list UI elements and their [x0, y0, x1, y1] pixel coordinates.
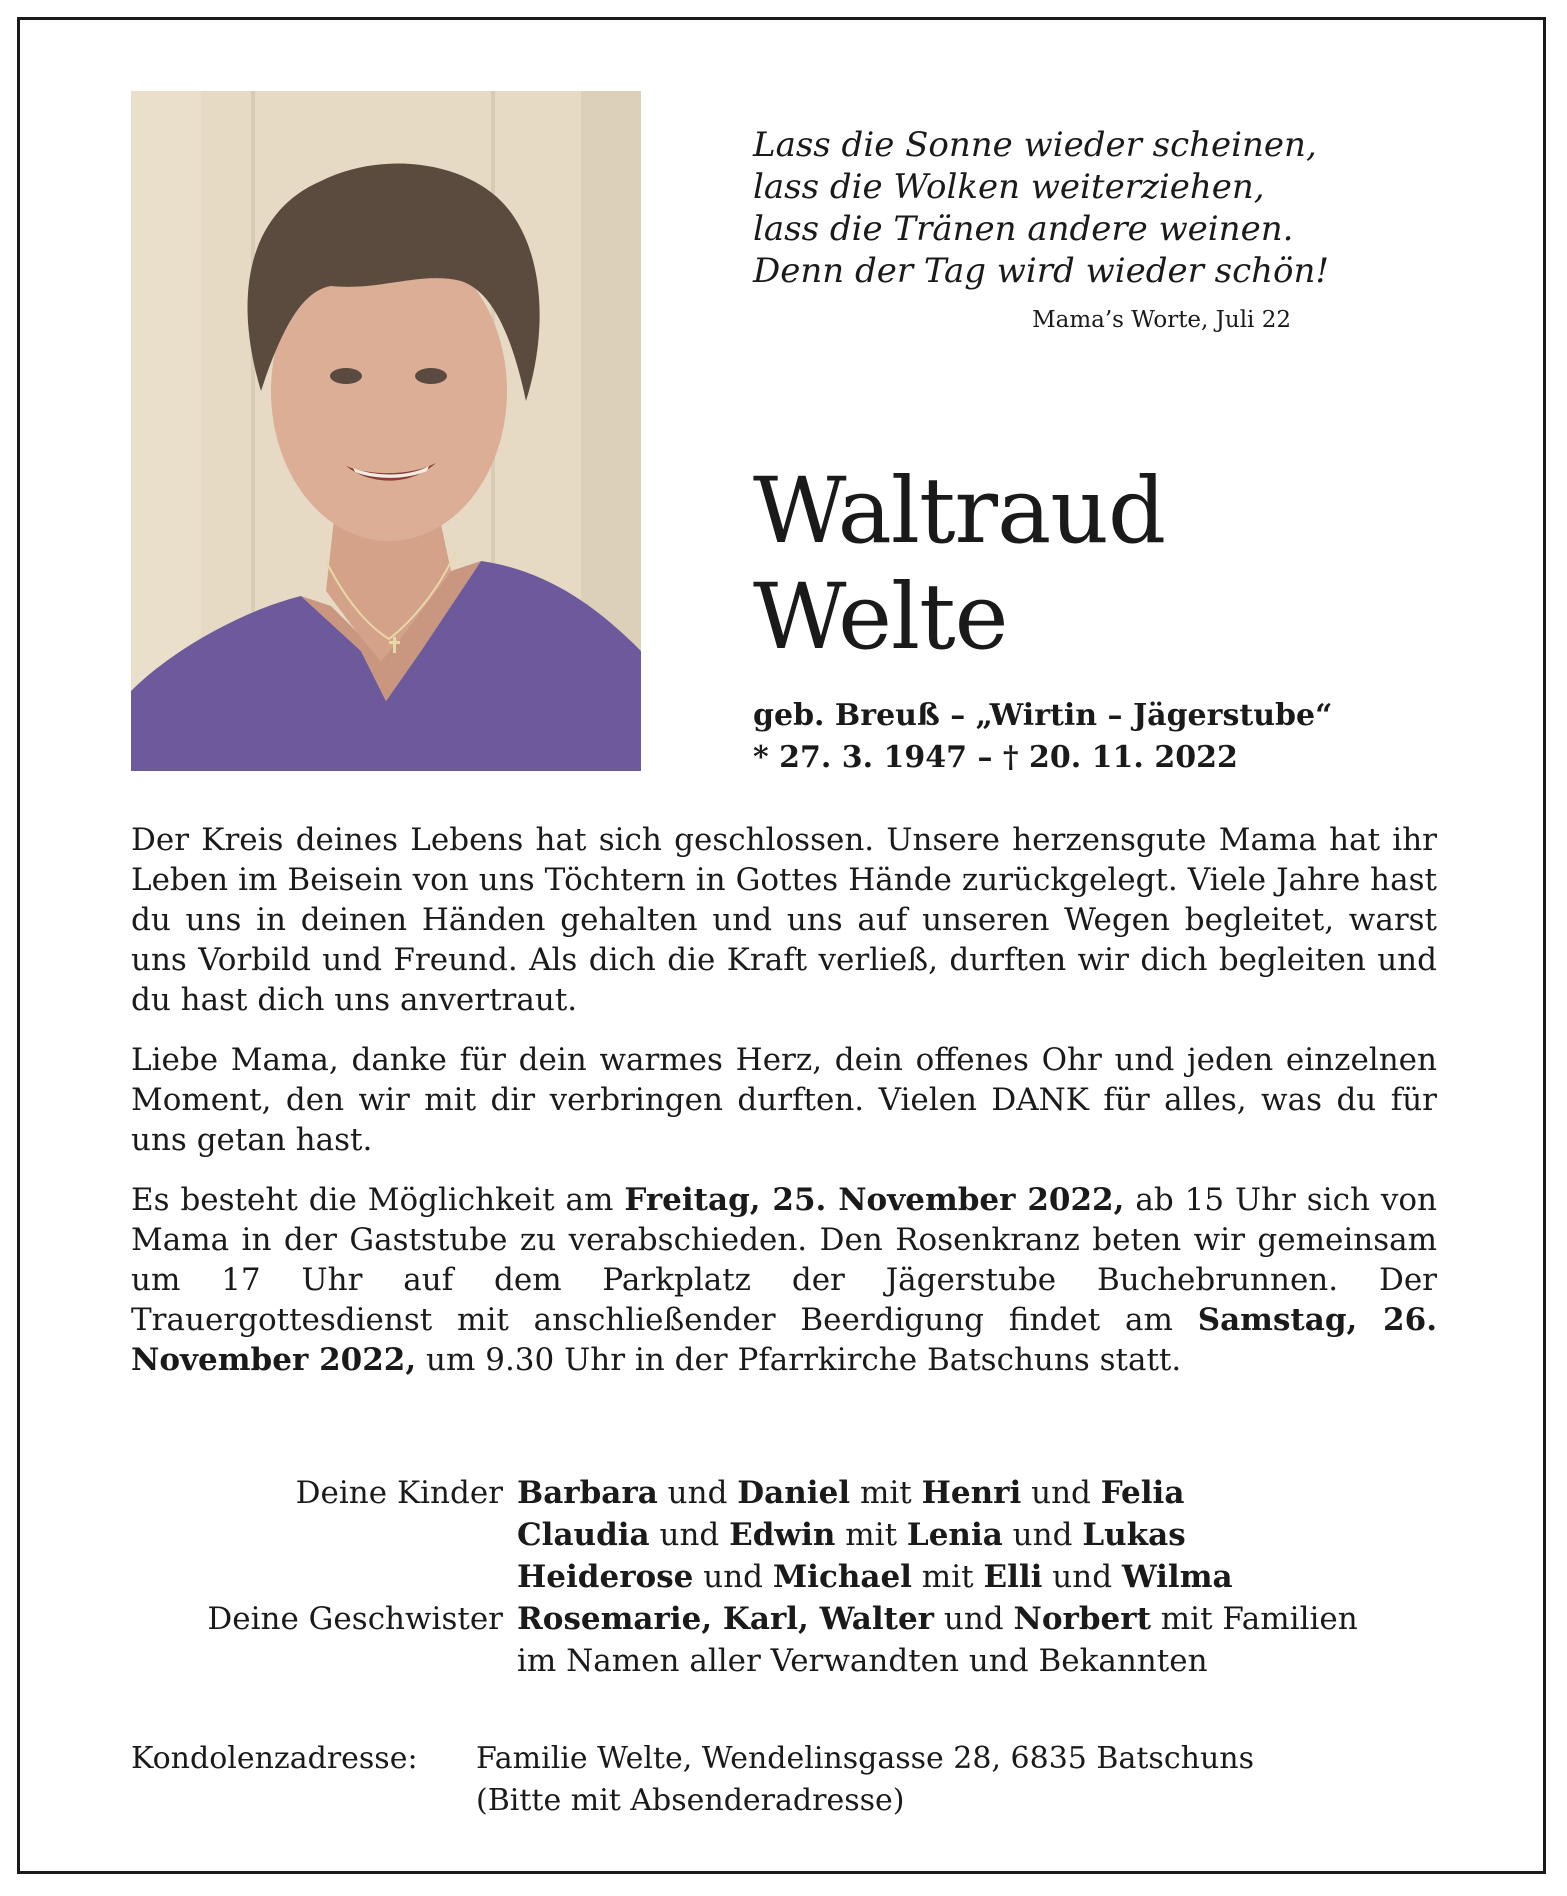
sig-names — [517, 1556, 1233, 1598]
poem-line: lass die Tränen andere weinen. — [753, 209, 1294, 249]
sig-row — [131, 1598, 1461, 1640]
deceased-details — [753, 695, 1332, 779]
conj: mit Familien — [1150, 1601, 1358, 1637]
poem-source: Mama’s Worte, Juli 22 — [1032, 307, 1291, 333]
sig-names — [517, 1472, 1184, 1514]
empty-label — [131, 1640, 517, 1682]
address-line-1: Familie Welte, Wendelinsgasse 28, 6835 Batschuns — [476, 1741, 1254, 1776]
poem-line: Lass die Sonne wieder scheinen, — [753, 125, 1317, 165]
name: Barbara — [517, 1475, 658, 1511]
signatures — [131, 1472, 1461, 1682]
addr-row — [131, 1780, 1254, 1822]
kinder-label: Deine Kinder — [295, 1475, 503, 1511]
date-friday: Freitag, 25. November 2022, — [624, 1182, 1125, 1218]
conj: mit — [911, 1559, 984, 1595]
name: Rosemarie, Karl, Walter — [517, 1601, 935, 1637]
address-line-2: (Bitte mit Absenderadresse) — [476, 1783, 905, 1818]
empty-label — [131, 1780, 476, 1822]
sig-names — [517, 1514, 1186, 1556]
portrait-photo — [131, 91, 641, 771]
name: Lukas — [1082, 1517, 1186, 1553]
condolence-address — [131, 1738, 1254, 1822]
name: Norbert — [1013, 1601, 1151, 1637]
sig-row — [131, 1472, 1461, 1514]
address-label: Kondolenzadresse: — [131, 1741, 418, 1776]
name: Felia — [1100, 1475, 1185, 1511]
name: Daniel — [737, 1475, 851, 1511]
conj: und — [1021, 1475, 1101, 1511]
name: Henri — [921, 1475, 1022, 1511]
text-span: ab 15 Uhr sich von Mama in der Gaststube zu verabschieden. Den Rosenkranz beten wir gemeinsam um 17 Uhr auf dem Parkplatz der Jägerstube Buchebrunnen. Der Trauergottesdienst mit anschließender Beerdigung findet am — [131, 1182, 1438, 1338]
name: Elli — [983, 1559, 1043, 1595]
name: Edwin — [729, 1517, 836, 1553]
conj: und — [1002, 1517, 1083, 1553]
conj: und — [1042, 1559, 1122, 1595]
text-span: um 9.30 Uhr in der Pfarrkirche Batschuns statt. — [416, 1342, 1182, 1378]
conj: mit — [850, 1475, 922, 1511]
poem-line: Denn der Tag wird wieder schön! — [753, 251, 1330, 291]
conj: und — [693, 1559, 773, 1595]
paragraph-2: Liebe Mama, danke für dein warmes Herz, dein offenes Ohr und jeden einzelnen Moment, den wir mit dir verbringen durften. Vielen DANK für alles, was du für uns getan hast. — [131, 1042, 1437, 1158]
poem — [753, 124, 1330, 292]
conj: und — [657, 1475, 738, 1511]
conj: und — [934, 1601, 1014, 1637]
sig-names — [517, 1598, 1358, 1640]
deceased-name — [753, 459, 1165, 671]
conj: mit — [835, 1517, 907, 1553]
paragraph-1: Der Kreis deines Lebens hat sich geschlossen. Unsere herzensgute Mama hat ihr Leben im Beisein von uns Töchtern in Gottes Hände zurückgelegt. Viele Jahre hast du uns in deinen Händen gehalten und uns auf unseren Wegen begleitet, warst uns Vorbild und Freund. Als dich die Kraft verließ, durften wir dich begleiten und du hast dich uns anvertraut. — [131, 822, 1437, 1018]
addr-row — [131, 1738, 1254, 1780]
geschwister-label: Deine Geschwister — [207, 1601, 503, 1637]
name: Heiderose — [517, 1559, 694, 1595]
life-dates: * 27. 3. 1947 – † 20. 11. 2022 — [753, 740, 1238, 775]
poem-line: lass die Wolken weiterziehen, — [753, 167, 1265, 207]
conj: und — [649, 1517, 730, 1553]
relatives-line: im Namen aller Verwandten und Bekannten — [517, 1643, 1208, 1679]
name: Michael — [772, 1559, 912, 1595]
maiden-name-line: geb. Breuß – „Wirtin – Jägerstube“ — [753, 698, 1333, 733]
empty-label — [131, 1556, 517, 1598]
date-saturday: Samstag, 26. November 2022, — [131, 1302, 1437, 1378]
sig-row — [131, 1514, 1461, 1556]
last-name: Welte — [753, 565, 1008, 670]
first-name: Waltraud — [753, 459, 1166, 564]
text-span: Es besteht die Möglichkeit am — [131, 1182, 625, 1218]
paragraph-3 — [131, 1180, 1437, 1380]
name: Claudia — [517, 1517, 650, 1553]
empty-label — [131, 1514, 517, 1556]
sig-row — [131, 1556, 1461, 1598]
name: Lenia — [906, 1517, 1003, 1553]
notice-body — [131, 820, 1437, 1400]
sig-row — [131, 1640, 1461, 1682]
name: Wilma — [1121, 1559, 1233, 1595]
